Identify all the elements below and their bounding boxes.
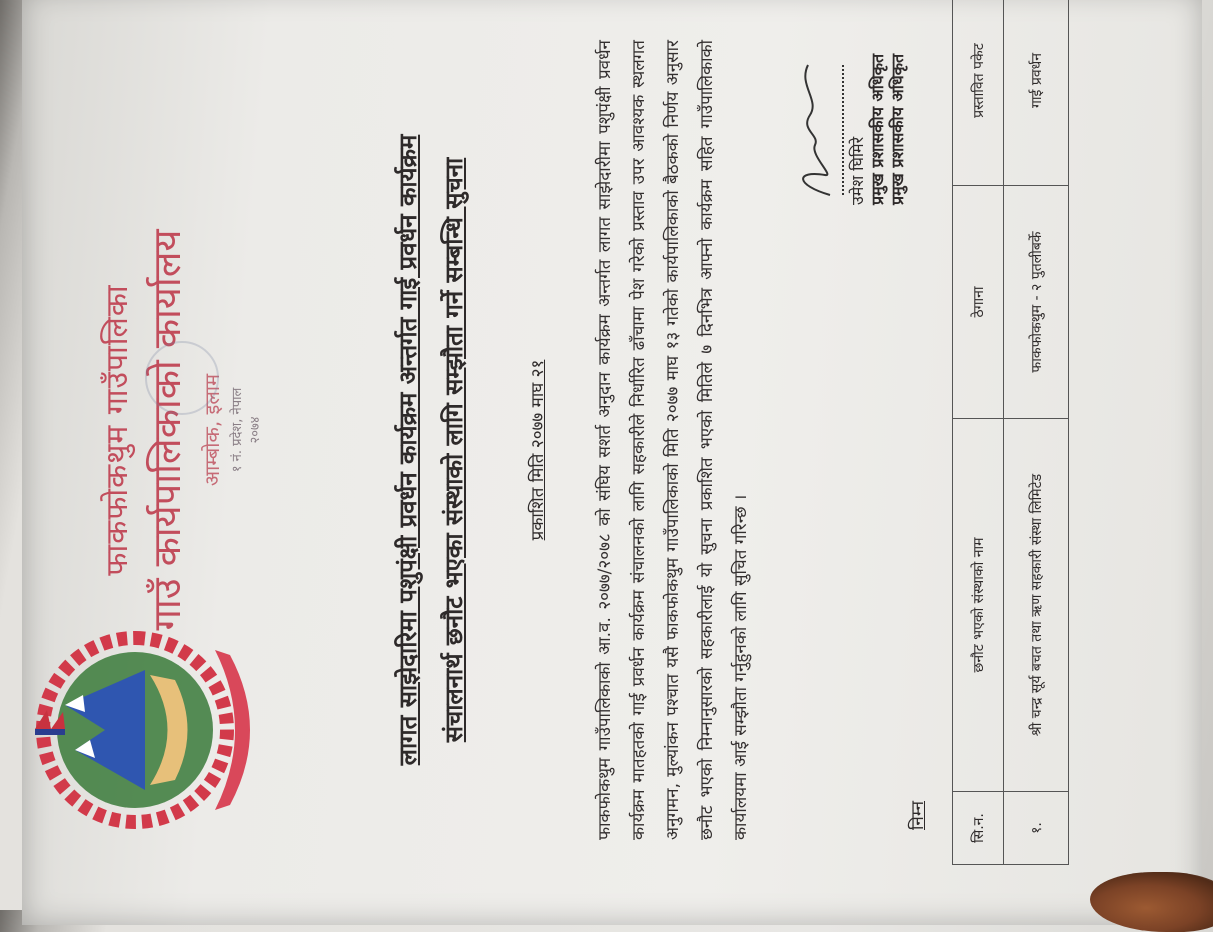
table-cell: गाई प्रवर्धन [1004, 0, 1069, 186]
municipality-name: फाकफोकथुम गाउँपालिका [100, 284, 135, 576]
signatory-title-2: प्रमुख प्रशासकीय अधिकृत [888, 53, 907, 205]
notice-title [385, 30, 477, 870]
column-header: ठेगाना [953, 186, 1004, 419]
table-cell: १. [1004, 792, 1069, 865]
notice-body: फाकफोकथुम गाउँपालिकाको आ.व. २०७७/२०७८ को संघिय सशर्त अनुदान कार्यक्रम अन्तर्गत लागत साझेदारीमा पशुपंक्षी प्रवर्धन कार्यक्रम मातहतको गाई प्रवर्धन कार्यक्रम संचालनको लागि सहकारीले निर्धारित ढाँचामा पेश गरेको प्रस्ताव उपर आवश्यक स्थलगत अनुगमन, मुल्यांकन पश्चात यसै फाकफोकथुम गाउँपालिकाको मिति २०७७ माघ १३ गतेको कार्यपालिकाको बैठकको निर्णय अनुसार छनौट भएको निम्नानुसारको सहकारीलाई यो सुचना प्रकाशित भएको मितिले ७ दिनभित्र आफ्नो कार्यक्रम सहित गाउँपालिकाको कार्यालयमा आई सम्झौता गर्नुहुनको लागि सुचित गरिन्छ । [595, 40, 751, 840]
office-stamp-icon [145, 341, 219, 415]
table-row [1004, 0, 1069, 865]
table-cell: श्री चन्द्र सूर्य बचत तथा ऋण सहकारी संस्था लिमिटेड [1004, 419, 1069, 792]
published-date: प्रकाशित मिति २०७७ माघ २१ [528, 359, 548, 541]
table-cell: फाकफोकथुम - २ पुतलीबर्के [1004, 186, 1069, 419]
column-header: प्रस्तावित पकेट [953, 0, 1004, 186]
signature-line [842, 65, 844, 195]
list-heading: निम्न [908, 800, 928, 830]
notice-title-line2: संचालनार्थ छनौट भएका संस्थाको लागि सम्झौता गर्ने सम्बन्धि सुचना [440, 157, 468, 743]
table-header-row [953, 0, 1004, 865]
notice-title-line1: लागत साझेदारिमा पशुपंक्षी प्रवर्धन कार्यक्रम अन्तर्गत गाई प्रवर्धन कार्यक्रम [394, 134, 422, 766]
signature-block [790, 0, 908, 215]
signature-icon [790, 15, 838, 215]
office-header [95, 150, 263, 710]
office-address: आम्बोक, इलाम [200, 373, 224, 487]
signatory-name: उमेश घिमिरे [848, 136, 867, 205]
establishment-year: २०७४ [248, 416, 263, 444]
selected-organization-table [952, 0, 1069, 865]
province-line: १ नं. प्रदेश, नेपाल [230, 387, 245, 473]
office-name: गाउँ कार्यपालिकाको कार्यालय [145, 229, 189, 631]
column-header: छनौट भएको संस्थाको नाम [953, 419, 1004, 792]
signatory-title: प्रमुख प्रशासकीय अधिकृत [868, 53, 887, 205]
column-header: सि.न. [953, 792, 1004, 865]
